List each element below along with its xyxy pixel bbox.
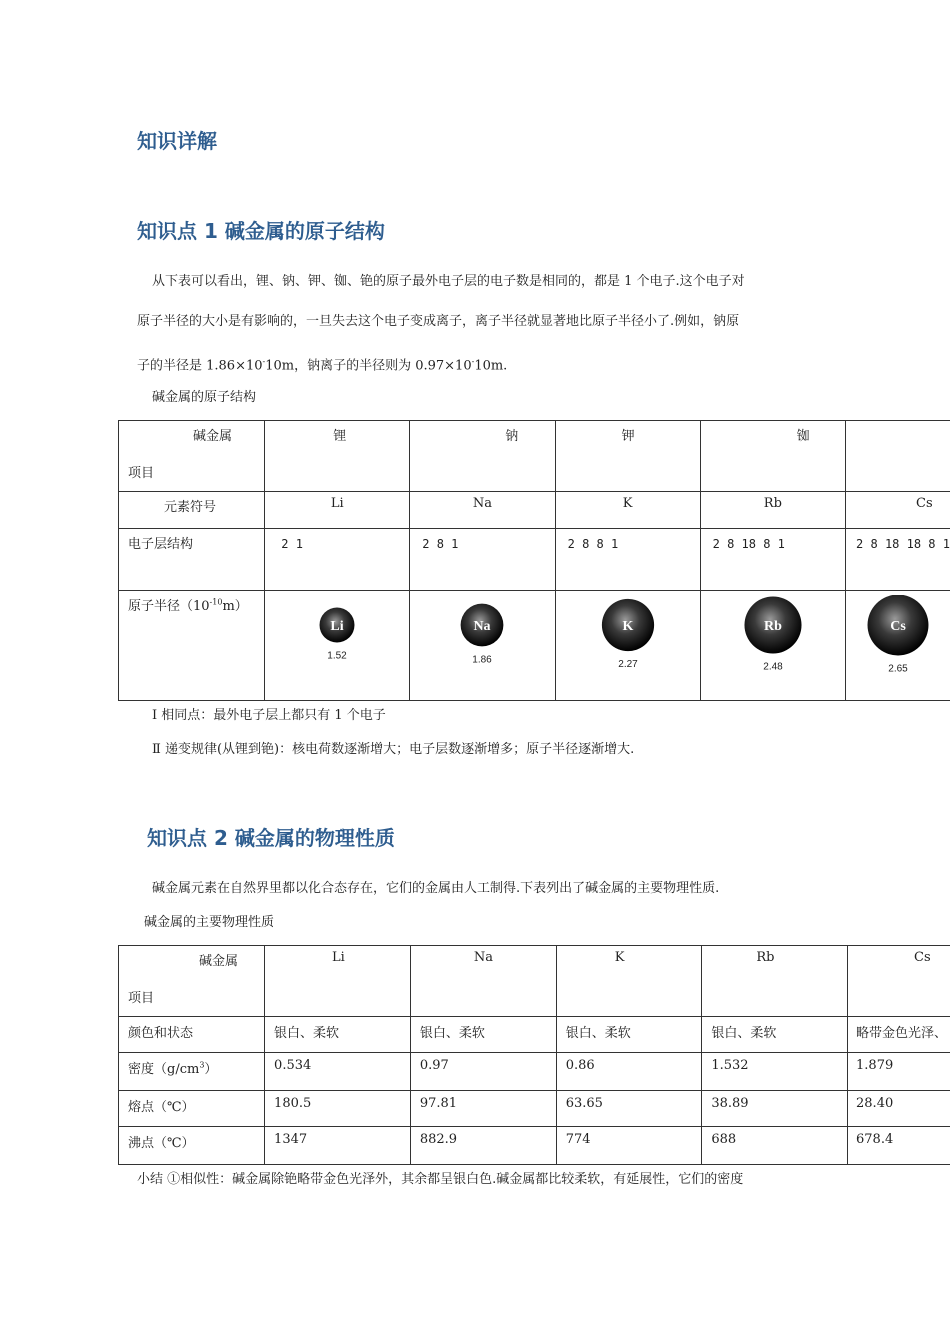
corner-top-label: 碱金属 <box>193 429 233 444</box>
physical-properties-table <box>118 945 950 1165</box>
section1-para-line3: 子的半径是 1.86×10-10m，钠离子的半径则为 0.97×10-10m. <box>137 357 508 374</box>
shell-li: 2 1 <box>281 537 303 551</box>
cell-value: 0.534 <box>274 1058 312 1073</box>
cell-value: 38.89 <box>711 1096 749 1111</box>
header-k: 钾 <box>621 429 635 444</box>
cell-value: 774 <box>565 1132 591 1147</box>
cell-value: 银白、柔软 <box>565 1026 631 1041</box>
symbol-li: Li <box>330 496 344 511</box>
cell-value: 1.532 <box>711 1058 749 1073</box>
atom-radius-label: 2.48 <box>763 661 783 673</box>
atom-cs-graphic <box>848 595 948 685</box>
section1-para-line2: 原子半径的大小是有影响的，一旦失去这个电子变成离子，离子半径就显著地比原子半径小了.例如，钠原 <box>137 314 740 329</box>
cell-value: 1.879 <box>856 1058 894 1073</box>
header-na: 钠 <box>505 429 519 444</box>
atom-symbol-label: Na <box>473 619 491 634</box>
table1-caption: 碱金属的原子结构 <box>152 390 257 405</box>
section2-para: 碱金属元素在自然界里都以化合态存在，它们的金属由人工制得.下表列出了碱金属的主要物理性质. <box>152 881 720 896</box>
corner-top-label: 碱金属 <box>199 954 239 969</box>
cell-value: 1347 <box>274 1132 308 1147</box>
atom-symbol-label: Li <box>330 619 344 634</box>
atom-radius-label: 2.27 <box>617 659 638 671</box>
note-trend: Ⅱ 递变规律(从锂到铯)：核电荷数逐渐增大；电子层数逐渐增多；原子半径逐渐增大. <box>152 742 635 757</box>
row-boiling-label: 沸点（℃） <box>128 1136 195 1151</box>
row-density-label: 密度$(g/cm^3)$ <box>128 1060 218 1077</box>
table2-caption: 碱金属的主要物理性质 <box>144 915 275 930</box>
header-rb: 铷 <box>796 429 810 444</box>
section1-para-line1: 从下表可以看出，锂、钠、钾、铷、铯的原子最外电子层的电子数是相同的，都是 1 个电子.这个电子对 <box>152 274 745 289</box>
header-cs: Cs <box>914 950 931 965</box>
cell-value: 63.65 <box>565 1096 603 1111</box>
atom-rb-graphic <box>723 595 823 685</box>
section1-heading: 知识点 1 碱金属的原子结构 <box>137 219 385 243</box>
corner-bottom-label: 项目 <box>128 466 155 481</box>
cell-value: 0.86 <box>565 1058 595 1073</box>
row-melting-label: 熔点（℃） <box>128 1100 195 1115</box>
row-color-label: 颜色和状态 <box>128 1026 194 1041</box>
cell-value: 678.4 <box>856 1132 894 1147</box>
atom-symbol-label: K <box>622 619 634 634</box>
atom-li-graphic <box>287 595 387 685</box>
atom-k-graphic <box>578 595 678 685</box>
header-li: 锂 <box>333 429 347 444</box>
cell-value: 银白、柔软 <box>274 1026 340 1041</box>
section2-heading: 知识点 2 碱金属的物理性质 <box>147 826 395 850</box>
shell-na: 2 8 1 <box>422 537 459 551</box>
atom-na-graphic <box>432 595 532 685</box>
atom-symbol-label: Rb <box>763 619 782 634</box>
shell-cs: 2 8 18 18 8 1 <box>856 537 950 551</box>
symbol-na: Na <box>472 496 493 511</box>
cell-value: 0.97 <box>419 1058 449 1073</box>
cell-value: 银白、柔软 <box>711 1026 777 1041</box>
summary-line: 小结 ①相似性：碱金属除铯略带金色光泽外，其余都呈银白色.碱金属都比较柔软，有延展性，它们的密度 <box>137 1172 744 1187</box>
page-heading: 知识详解 <box>137 129 217 153</box>
cell-value: 银白、柔软 <box>419 1026 485 1041</box>
cell-value: 略带金色光泽、 <box>856 1026 948 1041</box>
header-rb: Rb <box>756 950 775 965</box>
symbol-k: K <box>622 496 633 511</box>
atom-radius-label: 1.86 <box>472 654 493 666</box>
atom-radius-label: 2.65 <box>888 663 908 675</box>
header-li: Li <box>332 950 345 965</box>
cell-value: 180.5 <box>274 1096 312 1111</box>
corner-bottom-label: 项目 <box>128 991 155 1006</box>
row-symbol-label: 元素符号 <box>164 500 217 515</box>
row-shell-label: 电子层结构 <box>128 537 194 552</box>
cell-value: 688 <box>711 1132 737 1147</box>
symbol-cs: Cs <box>916 496 933 511</box>
atom-radius-label: 1.52 <box>327 650 347 662</box>
cell-value: 882.9 <box>419 1132 458 1147</box>
symbol-rb: Rb <box>763 496 782 511</box>
header-na: Na <box>473 950 493 965</box>
cell-value: 28.40 <box>856 1096 894 1111</box>
header-k: K <box>614 950 625 965</box>
note-similarity: Ⅰ 相同点：最外电子层上都只有 1 个电子 <box>152 708 386 723</box>
shell-k: 2 8 8 1 <box>567 537 619 551</box>
row-radius-label: 原子半径$(10^{-10}m)$ <box>128 597 248 614</box>
header-cs <box>846 421 950 425</box>
cell-value: 97.81 <box>419 1096 458 1111</box>
atomic-structure-table <box>118 420 950 701</box>
atom-symbol-label: Cs <box>890 619 906 634</box>
shell-rb: 2 8 18 8 1 <box>712 537 785 551</box>
corner-cell <box>119 421 265 492</box>
